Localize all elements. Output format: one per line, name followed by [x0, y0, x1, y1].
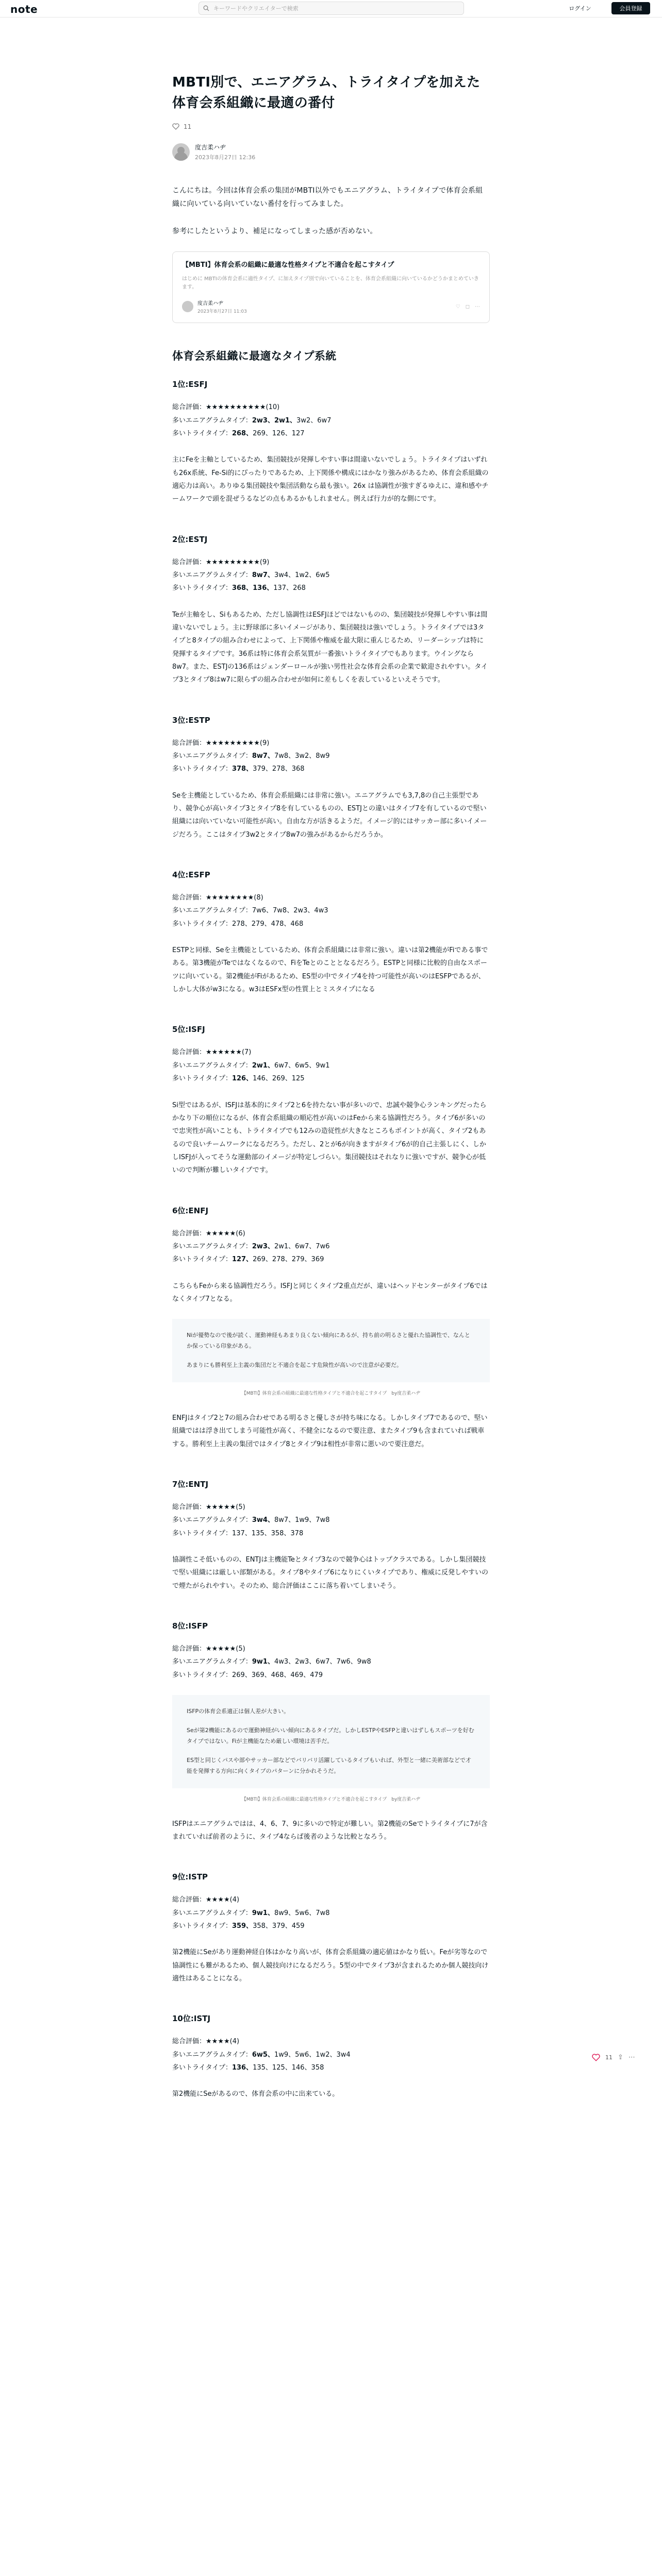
tri-types [172, 582, 490, 595]
ranking-description: こちらもFeから来る協調性だろう。ISFJと同じくタイプ2重点だが、違いはヘッドセンターがタイプ6ではなくタイプ7となる。 [172, 1282, 488, 1303]
ennea-types [172, 1240, 490, 1253]
overall-label: 総合評価： [172, 894, 206, 902]
ranking-item [172, 534, 490, 687]
overall-label: 総合評価： [172, 1503, 206, 1511]
embed-card[interactable] [172, 251, 490, 323]
ennea-types [172, 1655, 490, 1668]
tri-rest: 278、279、478、468 [231, 920, 304, 928]
ennea-label: 多いエニアグラムタイプ： [172, 1242, 252, 1250]
ennea-rest: 4w3、2w3、6w7、7w6、9w8 [274, 1658, 371, 1666]
tri-rest: 135、125、146、358 [253, 2063, 324, 2072]
ranking-item [172, 869, 490, 996]
tri-main: 368、136、 [231, 584, 274, 592]
ennea-main: 2w3、2w1、 [252, 416, 297, 425]
ennea-types [172, 1059, 490, 1072]
ennea-label: 多いエニアグラムタイプ： [172, 1516, 252, 1524]
tri-rest: 269、369、468、469、479 [231, 1671, 323, 1679]
ranking-heading: 9位:ISTP [172, 1872, 208, 1882]
share-icon[interactable]: ⇪ [618, 2054, 623, 2061]
star-rating: ★★★★★(5) [206, 1645, 245, 1653]
tri-types [172, 918, 490, 930]
tri-types [172, 427, 490, 440]
quote-line: ISFPの体育会系適正は個人差が大きい。 [187, 1708, 290, 1715]
tri-rest: 146、269、125 [253, 1075, 305, 1083]
overall-label: 総合評価： [172, 2038, 206, 2046]
tri-label: 多いトライタイプ： [172, 1922, 232, 1930]
more-icon[interactable]: ⋯ [628, 2054, 635, 2061]
fab-like-count: 11 [605, 2054, 613, 2061]
overall-rating [172, 1046, 490, 1059]
ennea-label: 多いエニアグラムタイプ： [172, 2050, 252, 2059]
overall-label: 総合評価： [172, 1896, 206, 1904]
ennea-label: 多いエニアグラムタイプ： [172, 416, 252, 425]
ranking-heading: 3位:ESTP [172, 715, 210, 725]
tri-main: 378、 [231, 765, 253, 773]
ennea-types [172, 2048, 490, 2061]
star-rating: ★★★★(4) [206, 1896, 240, 1904]
ranking-item [172, 715, 490, 841]
ennea-label: 多いエニアグラムタイプ： [172, 1658, 252, 1666]
ranking-description: Teが主軸をし、Siもあるため、ただし協調性はESFJほどではないものの、集団競技が発揮しやすい事は間違いないでしょう。主に野球部に多いイメージがあり、集団競技は強いでしょう。トライタイプでは3タイプと8タイプの組み合わせによって、上下関係や権威を最大限に重んじるため、リーダーシップは特に発揮するタイプです。36系は特に体育会系気質が一番強いトライタイプでもあります。ウイングなら8w7。また、ESTJの136系はジェンダーロールが強い男性社会な体育会系の企業で歓迎されやすい。タイプ3とタイプ8はw7に限らずの組み合わせが如何に差もしくを表しているといえそうです。 [172, 611, 488, 684]
tri-rest: 269、126、127 [253, 429, 305, 437]
ranking-stats [172, 1227, 490, 1266]
search-placeholder: キーワードやクリエイターで検索 [213, 5, 299, 12]
heart-icon[interactable] [172, 123, 179, 130]
tri-types [172, 1072, 490, 1085]
embed-menu-icon: ⋯ [475, 303, 480, 310]
ranking-description: 協調性こそ低いものの、ENTJは主機能Teとタイプ3なので競争心はトップクラスである。しかし集団競技で堅い組織には厳しい部類がある。タイプ8やタイプ6になりにくいタイプであり、権威に反発しやすいので煙たがられやすい。そのため、総合評価はここに落ち着いてしまいそう。 [172, 1556, 488, 1590]
ranking-description: Si型ではあるが、ISFJは基本的にタイプ2と6を持たない事が多いので、忠誠や競争心ランキングだったらかなり下の順位になるが、体育会系組織の順応性が高いのはFeから来る協調性だろう。タイプ6が多いので忠実性が高いことも、トライタイプでも12みの造従性が大きなところもポイントが高く、タイプ2もあるので良いチームワークになるだろう。ただし、2とが6が向きますがタイプ6が的自己主張しにく、しかしISFJが入ってそうな運動部のイメージが特定しづらい。集団競技はそれなりに強いですが、競争心が低いので判断が難しいタイプです。 [172, 1101, 487, 1175]
ranking-stats [172, 1046, 490, 1085]
ranking-item [172, 1871, 490, 1985]
ranking-heading: 10位:ISTJ [172, 2014, 211, 2024]
ennea-main: 9w1、 [252, 1909, 274, 1917]
quote-line: ES型と同じくパスや部やサッカー部などでバリバリ活躍しているタイプもいれば、外型と一緒に美術部などで才能を発揮する方向に向くタイプのパターンに分かれそうだ。 [187, 1756, 471, 1774]
overall-label: 総合評価： [172, 1048, 206, 1057]
tri-label: 多いトライタイプ： [172, 584, 232, 592]
star-rating: ★★★★★★★★★★(10) [206, 403, 280, 412]
embed-avatar [182, 301, 193, 312]
intro-paragraph: こんにちは。今回は体育会系の集団がMBTI以外でもエニアグラム、トライタイプで体育会系組織に向いている向いていない番付を行ってみました。 [172, 186, 483, 209]
overall-label: 総合評価： [172, 558, 206, 566]
like-row [172, 123, 490, 130]
quote-citation[interactable]: 【MBTI】体育会系の組織に最適な性格タイプと不適合を起こすタイプ by度吉柔ハヂ [241, 1391, 421, 1396]
ranking-item [172, 1479, 490, 1592]
overall-rating [172, 1642, 490, 1655]
search-icon [203, 5, 209, 11]
tri-rest: 269、278、279、369 [253, 1256, 324, 1264]
ranking-heading: 2位:ESTJ [172, 534, 208, 544]
ennea-types [172, 569, 490, 582]
tri-types [172, 1669, 490, 1682]
ennea-types [172, 904, 490, 917]
intro-note: 参考にしたというより、補足になってしまった感が否めない。 [172, 227, 377, 235]
overall-rating [172, 1227, 490, 1240]
overall-rating [172, 891, 490, 904]
tri-rest: 137、268 [273, 584, 306, 592]
star-rating: ★★★★★(5) [206, 1503, 245, 1511]
ranking-stats [172, 556, 490, 595]
tri-rest: 137、135、358、378 [231, 1529, 304, 1537]
ranking-item [172, 379, 490, 505]
star-rating: ★★★★★★★★(8) [206, 894, 263, 902]
post-date: 2023年8月27日 12:36 [195, 154, 256, 161]
ennea-label: 多いエニアグラムタイプ： [172, 1061, 252, 1070]
embed-heart-icon: ♡ [455, 303, 460, 310]
star-rating: ★★★★★★★★★(9) [206, 739, 270, 747]
floating-actions [592, 2054, 635, 2061]
tri-main: 359、 [231, 1922, 253, 1930]
author-block [172, 143, 490, 161]
ranking-stats [172, 1642, 490, 1682]
ennea-label: 多いエニアグラムタイプ： [172, 907, 252, 915]
ranking-stats [172, 2035, 490, 2074]
article-title: MBTI別で、エニアグラム、トライタイプを加えた体育会系組織に最適の番付 [172, 75, 481, 111]
quote-line: Seが第2機能にあるので運動神経がいい傾向にあるタイプだ。しかしESTPやESFPと違いはずしもスポーツを好むタイプではない。Fiが主機能なため厳しい環境は苦手だ。 [187, 1726, 474, 1744]
tri-label: 多いトライタイプ： [172, 1529, 232, 1537]
tri-label: 多いトライタイプ： [172, 2063, 232, 2072]
global-header [0, 0, 662, 18]
article [172, 72, 490, 2129]
tri-label: 多いトライタイプ： [172, 1671, 232, 1679]
ennea-main: 8w7、 [252, 752, 274, 760]
rankings-list [172, 379, 490, 2101]
tri-types [172, 1253, 490, 1266]
ranking-description: ISFPはエニアグラムではは、4、6、7、9に多いので特定が難しい。第2機能のSeでトライタイプに7が含まれていれば前者のように、タイプ4ならば後者のような比較となろう。 [172, 1820, 488, 1841]
overall-label: 総合評価： [172, 403, 206, 412]
ranking-heading: 5位:ISFJ [172, 1025, 205, 1035]
ennea-rest: 7w6、7w8、2w3、4w3 [252, 907, 328, 915]
tri-types [172, 1527, 490, 1540]
tri-types [172, 762, 490, 775]
tri-rest: 358、379、459 [253, 1922, 305, 1930]
overall-label: 総合評価： [172, 1229, 206, 1238]
star-rating: ★★★★★(6) [206, 1229, 245, 1238]
ennea-rest: 2w1、6w7、7w6 [274, 1242, 330, 1250]
ennea-rest: 7w8、3w2、8w9 [274, 752, 330, 760]
avatar[interactable] [172, 143, 190, 161]
blockquote [172, 1695, 490, 1788]
overall-rating [172, 1893, 490, 1906]
ranking-heading: 1位:ESFJ [172, 380, 208, 389]
tri-label: 多いトライタイプ： [172, 429, 232, 437]
overall-rating [172, 1501, 490, 1514]
overall-rating [172, 401, 490, 414]
signup-button[interactable]: 会員登録 [611, 2, 650, 14]
ranking-stats [172, 1501, 490, 1540]
tri-rest: 379、278、368 [253, 765, 305, 773]
ranking-stats [172, 1893, 490, 1933]
ranking-description: 第2機能にSeがあり運動神経自体はかなり高いが、体育会系組織の適応値はかなり低い。Feが劣等なので協調性にも難があるため、個人競技向けになるだろう。5型の中でタイプ3が含まれるためか個人競技向け適性はあることになる。 [172, 1948, 489, 1982]
ennea-types [172, 1514, 490, 1527]
ennea-rest: 6w7、6w5、9w1 [274, 1061, 330, 1070]
star-rating: ★★★★★★(7) [206, 1048, 252, 1057]
ranking-heading: 7位:ENTJ [172, 1480, 209, 1489]
overall-label: 総合評価： [172, 1645, 206, 1653]
ranking-description: ESTPと同様、Seを主機能としているため、体育会系組織には非常に強い。違いは第2機能がFiである事である。第3機能がTeではなくなるので、FiをTeとのこととなるだろう。ESTPと同様に比較的自由なスポーツに向いている。第2機能がFiがあるため、ES型の中でタイプ4を持つ可能性が高いのはESFPであるが、しかし大体がw3になる。w3はESFx型の性質上とミスタイプになる [172, 946, 488, 994]
ranking-stats [172, 737, 490, 776]
ranking-description: 主にFeを主軸としているため、集団競技が発揮しやすい事は間違いないでしょう。トライタイプはいずれも26x系統、Fe-Si的にぴったりであるため、上下関係や構成にはかなり強みがあるため、体育会系組織の適応力は高い。ありゆる集団競技や集団活動なら最も強い。26x は協調性が強すぎるゆえに、違和感やチームワークで頭を混ぜうるなどの点もあるかもしれません。例えば行力が的な側にです。 [172, 456, 489, 503]
ennea-rest: 8w9、5w6、7w8 [274, 1909, 330, 1917]
author-name[interactable]: 度吉柔ハヂ [195, 143, 226, 151]
ranking-heading: 8位:ISFP [172, 1621, 208, 1631]
tri-label: 多いトライタイプ： [172, 765, 232, 773]
tri-main: 268、 [231, 429, 253, 437]
ranking-description: Seを主機能としているため、体育会系組織には非常に強い。エニアグラムでも3,7,8の自己主張型であり、競争心が高いタイプ3とタイプ8を有しているものの、ESTJとの違いはタイプ7を有しているので堅い組織には向いていない可能性が高い。自由な方が活きるようだ。イメージ的にはサッカー部に多いイメージだろう。ここはタイプ3w2とタイプ8w7の強みがあるからだろうか。 [172, 791, 487, 839]
overall-rating [172, 2035, 490, 2048]
tri-label: 多いトライタイプ： [172, 1075, 232, 1083]
tri-label: 多いトライタイプ： [172, 920, 232, 928]
tri-label: 多いトライタイプ： [172, 1256, 232, 1264]
tri-types [172, 1920, 490, 1933]
ranking-description: ENFJはタイプ2と7の組み合わせである明るさと優しさが持ち味になる。しかしタイプ7であるので、堅い組織ではは浮き出てしまう可能性が高く、不健全になるので要注意、またタイプ9も含まれていれば戦車する。勝利至上主義の集団ではタイプ8とタイプ9は相性が非常に悪いので要注意だ。 [172, 1414, 488, 1448]
ennea-main: 3w4、 [252, 1516, 274, 1524]
ennea-rest: 1w9、5w6、1w2、3w4 [274, 2050, 351, 2059]
ranking-heading: 4位:ESFP [172, 870, 210, 880]
ennea-types [172, 414, 490, 427]
ranking-item [172, 1024, 490, 1177]
tri-types [172, 2061, 490, 2074]
tri-main: 136、 [231, 2063, 253, 2072]
ennea-label: 多いエニアグラムタイプ： [172, 752, 252, 760]
login-button[interactable]: ログイン [569, 5, 591, 12]
ennea-main: 8w7、 [252, 571, 274, 579]
quote-citation[interactable]: 【MBTI】体育会系の組織に最適な性格タイプと不適合を起こすタイプ by度吉柔ハヂ [241, 1797, 421, 1802]
search-input[interactable] [198, 2, 464, 15]
tri-main: 126、 [231, 1075, 253, 1083]
ennea-main: 2w1、 [252, 1061, 274, 1070]
embed-date: 2023年8月27日 11:03 [197, 309, 247, 315]
ennea-rest: 8w7、1w9、7w8 [274, 1516, 330, 1524]
ranking-stats [172, 401, 490, 440]
ennea-main: 6w5、 [252, 2050, 274, 2059]
ennea-main: 9w1、 [252, 1658, 274, 1666]
overall-label: 総合評価： [172, 739, 206, 747]
ranking-description: 第2機能にSeがあるので、体育会系の中に出来ている。 [172, 2090, 339, 2098]
ranking-item [172, 1620, 490, 1843]
tri-main: 127、 [231, 1256, 253, 1264]
star-rating: ★★★★★★★★★(9) [206, 558, 270, 566]
ennea-types [172, 750, 490, 762]
blockquote [172, 1319, 490, 1382]
embed-comment-icon: ◻ [465, 303, 470, 310]
like-count: 11 [184, 123, 192, 130]
ennea-label: 多いエニアグラムタイプ： [172, 1909, 252, 1917]
section-title: 体育会系組織に最適なタイプ系統 [172, 350, 337, 363]
embed-title: 【MBTI】体育会系の組織に最適な性格タイプと不適合を起こすタイプ [182, 261, 394, 269]
quote-line: あまりにも勝利至上主義の集団だと不適合を起こす危険性が高いので注意が必要だ。 [187, 1362, 402, 1369]
overall-rating [172, 737, 490, 750]
ennea-rest: 3w4、1w2、6w5 [274, 571, 330, 579]
overall-rating [172, 556, 490, 569]
ranking-item [172, 2013, 490, 2100]
ranking-stats [172, 891, 490, 930]
star-rating: ★★★★(4) [206, 2038, 240, 2046]
ennea-label: 多いエニアグラムタイプ： [172, 571, 252, 579]
ennea-types [172, 1907, 490, 1920]
embed-author: 度吉柔ハヂ [197, 301, 223, 307]
ennea-main: 2w3、 [252, 1242, 274, 1250]
quote-line: Niが優勢なので後が読く、運動神経もあまり良くない傾向にあるが、持ち前の明るさと優れた協調性で、なんとか保っている印象がある。 [187, 1332, 470, 1350]
ranking-heading: 6位:ENFJ [172, 1206, 209, 1215]
note-logo[interactable]: note [10, 3, 38, 15]
ennea-rest: 3w2、6w7 [296, 416, 332, 425]
embed-desc: はじめに MBTIの体育会系に適性タイプ、に加えタイプ別で向いていることを、体育会系組織に向いているかどうかまとめていきます。 [182, 276, 479, 291]
ranking-item [172, 1205, 490, 1451]
like-heart-icon[interactable] [592, 2054, 600, 2061]
